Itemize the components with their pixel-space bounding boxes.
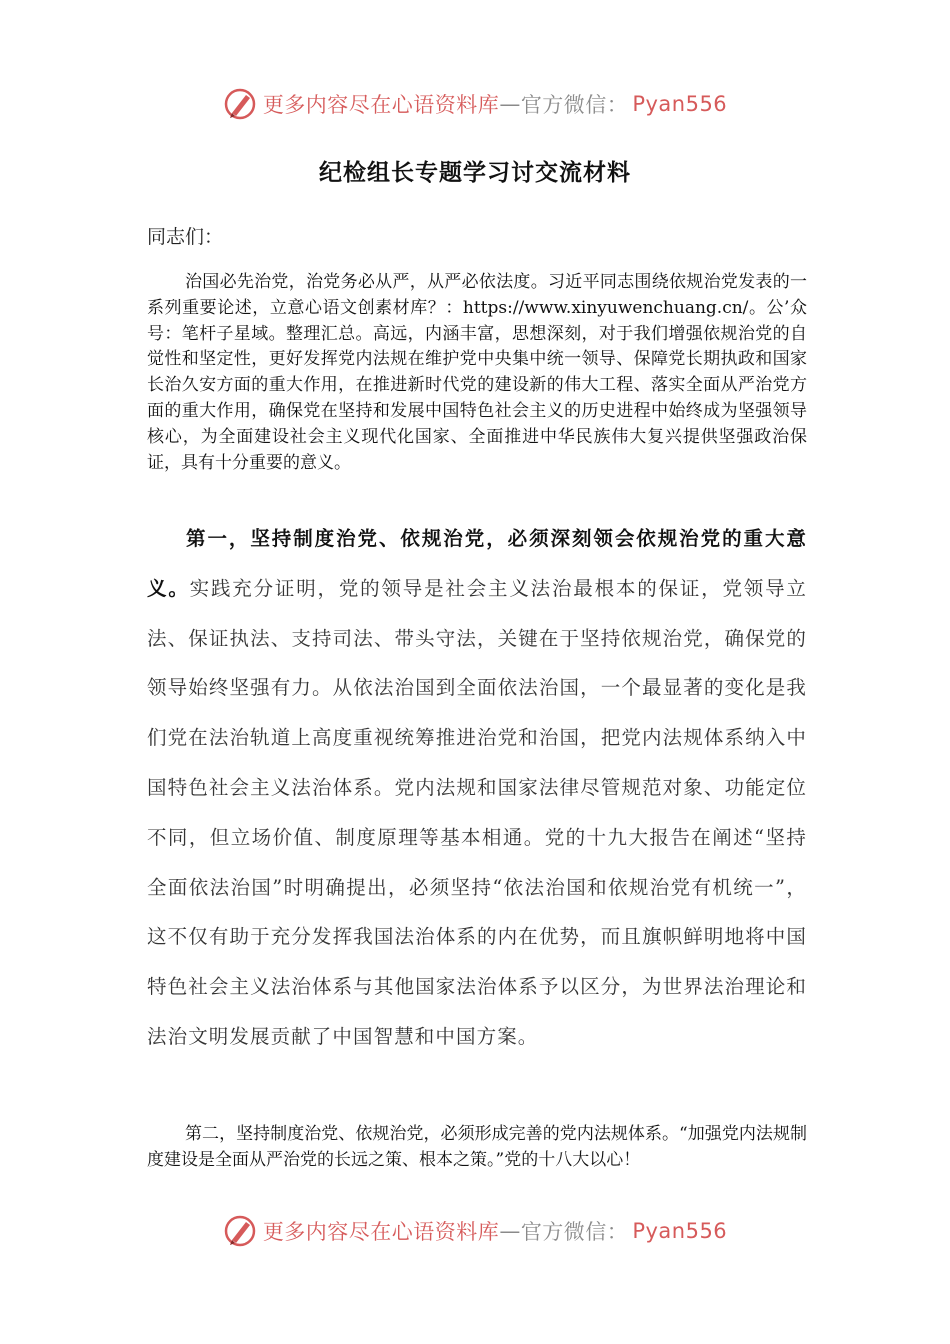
watermark-dash: — bbox=[499, 1219, 521, 1243]
pen-logo-icon bbox=[223, 87, 257, 121]
watermark-label: 官方微信： bbox=[520, 1220, 629, 1244]
paragraph-intro: 治国必先治党，治党务必从严，从严必依法度。习近平同志围绕依规治党发表的一系列重要论述，立意心语文创素材库？：https://www.xinyuwenchuang.cn/。公’众号：笔杆子星域。整理汇总。高远，内涵丰富，思想深刻，对于我们增强依规治党的自觉性和坚定性，更好发挥党内法规在维护党中央集中统一领导、保障党长期执政和国家长治久安方面的重大作用，在推进新时代党的建设新的伟大工程、落实全面从严治党方面的重大作用，确保党在坚持和发展中国特色社会主义的历史进程中始终成为坚强领导核心，为全面建设社会主义现代化国家、全面推进中华民族伟大复兴提供坚强政治保证，具有十分重要的意义。 bbox=[147, 272, 807, 473]
document-title: 纪检组长专题学习讨交流材料 bbox=[319, 159, 631, 186]
watermark-text: 更多内容尽在心语资料库 bbox=[262, 1220, 500, 1244]
watermark-dash: — bbox=[499, 92, 521, 116]
watermark-label: 官方微信： bbox=[520, 93, 629, 117]
watermark-text: 更多内容尽在心语资料库 bbox=[262, 93, 500, 117]
paragraph-first-point bbox=[147, 514, 807, 1062]
paragraph-second-point: 第二，坚持制度治党、依规治党，必须形成完善的党内法规体系。“加强党内法规制度建设是全面从严治党的长远之策、根本之策。”党的十八大以心！ bbox=[147, 1124, 807, 1170]
pen-logo-icon bbox=[223, 1214, 257, 1248]
paragraph-first-point-body: 实践充分证明，党的领导是社会主义法治最根本的保证，党领导立法、保证执法、支持司法、带头守法，关键在于坚持依规治党，确保党的领导始终坚强有力。从依法治国到全面依法治国，一个最显著的变化是我们党在法治轨道上高度重视统筹推进治党和治国，把党内法规体系纳入中国特色社会主义法治体系。党内法规和国家法律尽管规范对象、功能定位不同，但立场价值、制度原理等基本相通。党的十九大报告在阐述“坚持全面依法治国”时明确提出，必须坚持“依法治国和依规治党有机统一”，这不仅有助于充分发挥我国法治体系的内在优势，而且旗帜鲜明地将中国特色社会主义法治体系与其他国家法治体系予以区分，为世界法治理论和法治文明发展贡献了中国智慧和中国方案。 bbox=[147, 576, 808, 1048]
paragraph-first-point-lead: 第一，坚持制度治党、依规治党，必须深刻领会依规治党的重大意义。 bbox=[147, 527, 807, 600]
watermark-footer bbox=[0, 1211, 950, 1251]
watermark-id: Pyan556 bbox=[632, 1219, 728, 1243]
salutation: 同志们： bbox=[147, 226, 224, 248]
watermark-header bbox=[0, 84, 950, 124]
watermark-id: Pyan556 bbox=[632, 92, 728, 116]
